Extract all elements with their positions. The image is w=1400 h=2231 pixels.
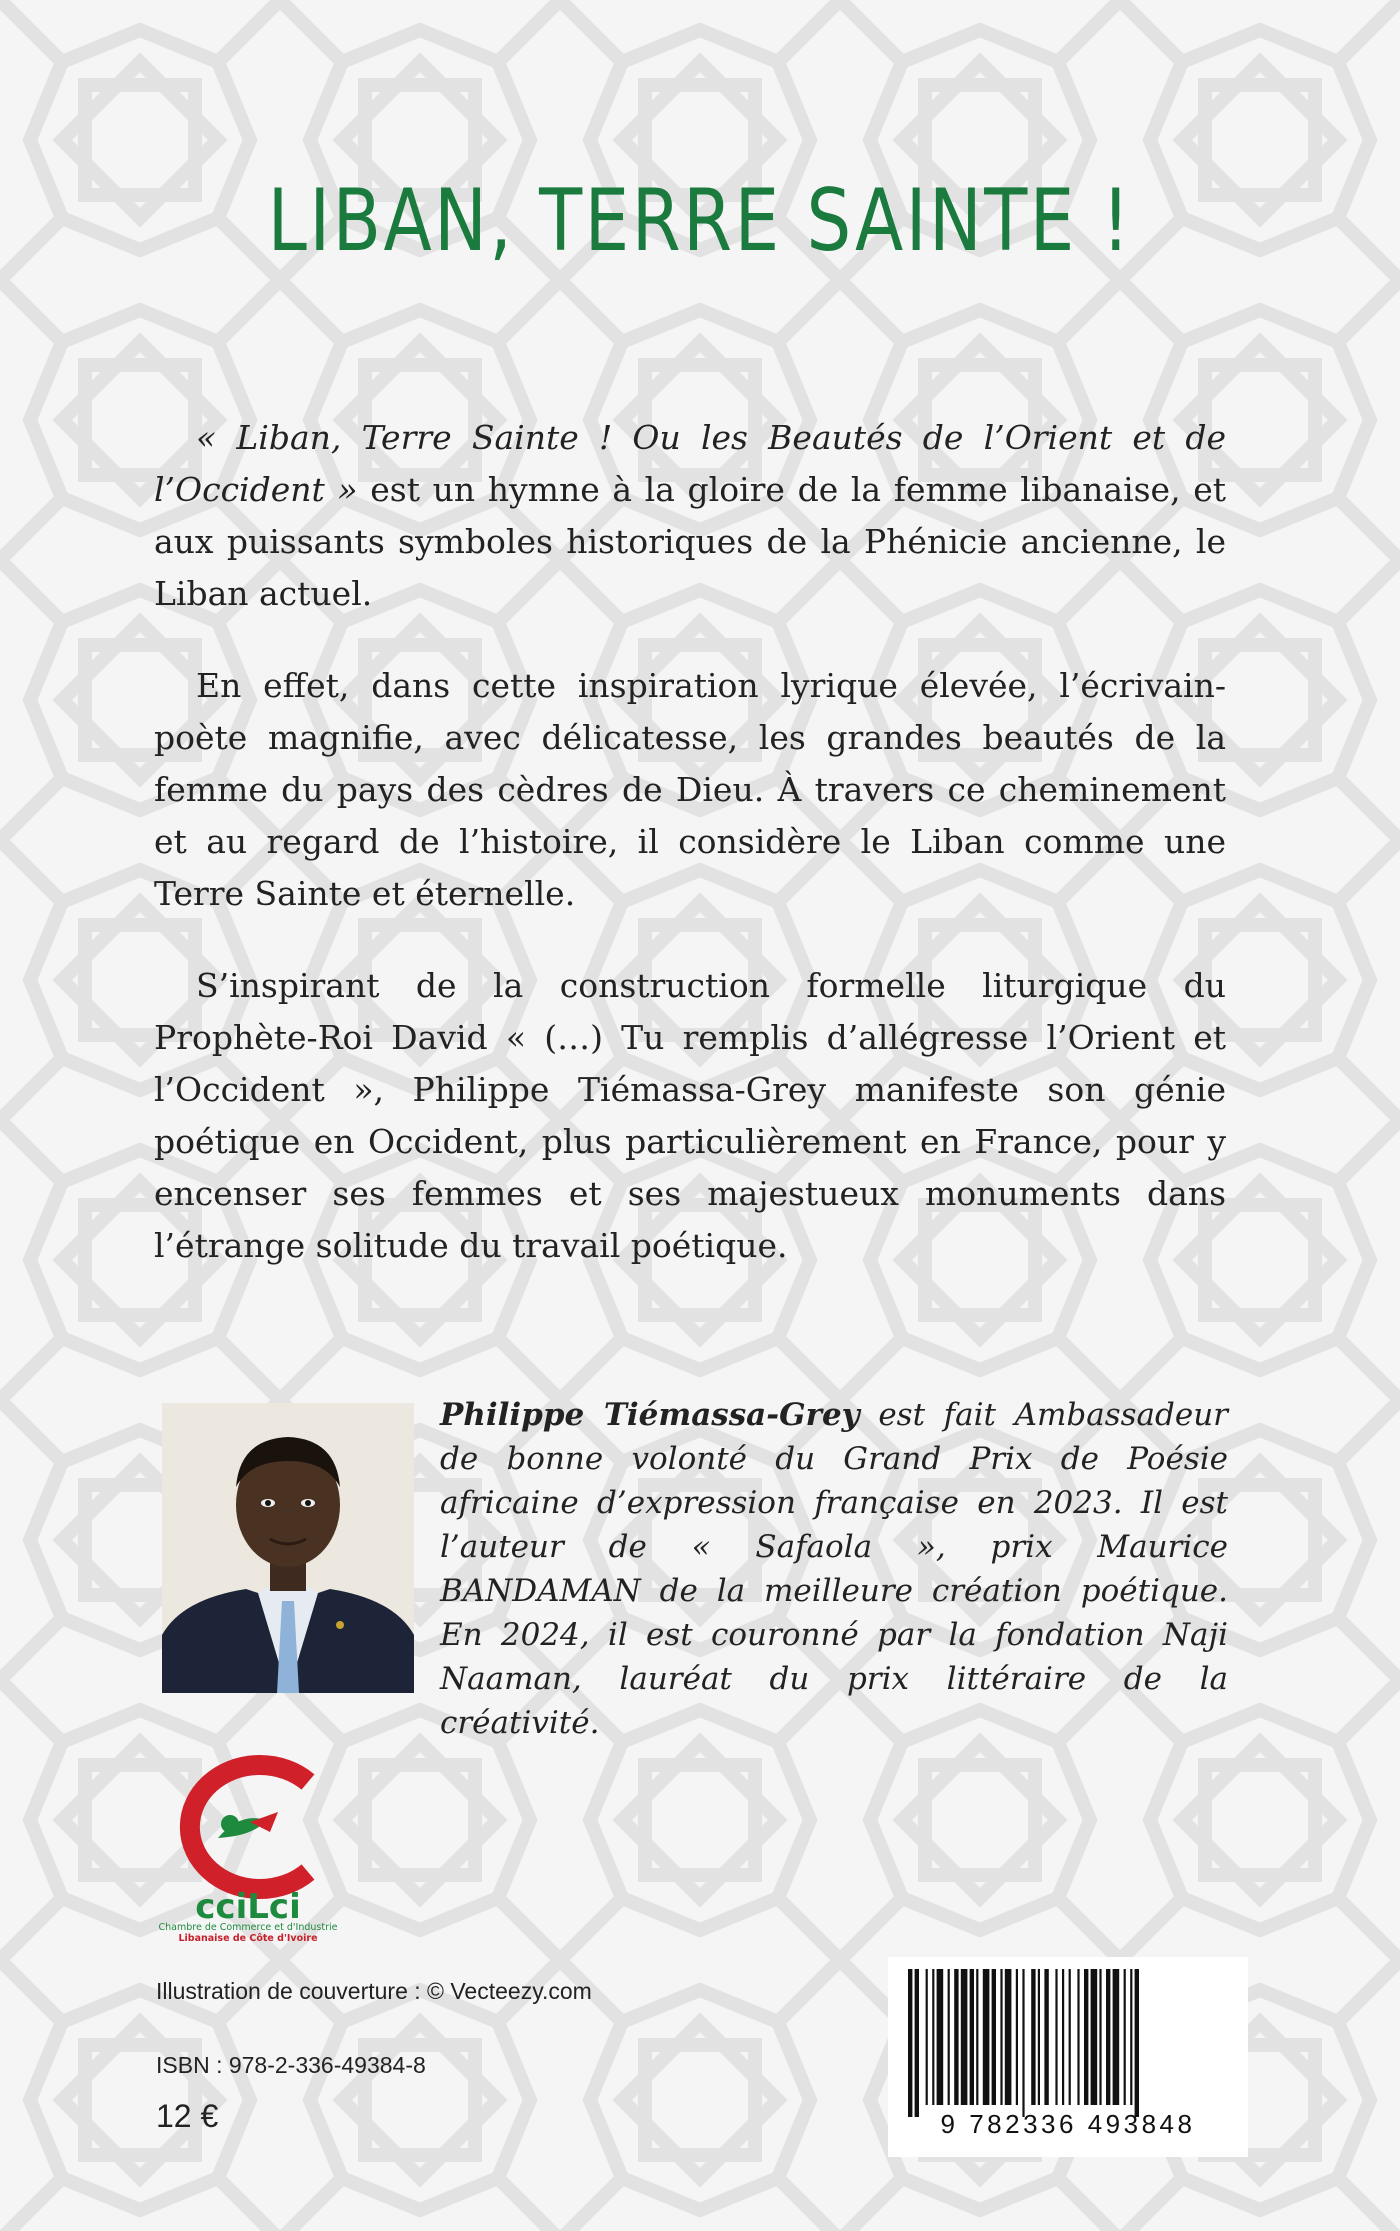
barcode-bar (1044, 1969, 1048, 2105)
barcode-bar (948, 1969, 950, 2105)
barcode-bar (1130, 1969, 1132, 2105)
description-paragraph-2: En effet, dans cette inspiration lyrique élevée, l’écrivain-poète magnifie, avec délicatesse, les grandes beautés de la femme du pays des cèdres de Dieu. À travers ce cheminement et au regard de l’histoire, il considère le Liban comme une Terre Sainte et éternelle. (154, 666, 1226, 913)
barcode-bar (1124, 1969, 1126, 2105)
barcode-bar (1031, 1969, 1035, 2105)
back-cover-description (154, 412, 1226, 1312)
barcode-bar (1062, 1969, 1064, 2105)
publisher-logo-line1: Chambre de Commerce et d'Industrie (158, 1922, 338, 1933)
barcode-bar (954, 1969, 958, 2105)
description-paragraph-1 (154, 412, 1226, 620)
barcode-bar (1077, 1969, 1079, 2105)
publisher-logo (158, 1740, 338, 1944)
barcode-bar (1022, 1969, 1024, 2117)
illustration-credit: Illustration de couverture : © Vecteezy.com (156, 1978, 592, 2004)
barcode-bar (1055, 1969, 1057, 2105)
barcode-number: 9 782336 493848 (940, 2109, 1196, 2139)
barcode-bar (926, 1969, 928, 2105)
barcode-bar (1135, 1969, 1139, 2117)
price: 12 € (156, 2098, 219, 2134)
author-bio (440, 1393, 1228, 1745)
paragraph-1-rest: est un hymne à la gloire de la femme libanaise, et aux puissants symboles historiques de la Phénicie ancienne, le Liban actuel. (154, 470, 1227, 613)
book-title: LIBAN, TERRE SAINTE ! (267, 171, 1133, 271)
barcode-bar (1016, 1969, 1018, 2105)
description-paragraph-3: S’inspirant de la construction formelle liturgique du Prophète-Roi David « (…) Tu remplis d’allégresse l’Orient et l’Occident », Philippe Tiémassa-Grey manifeste son génie poétique en Occident, plus particulièrement en France, pour y encenser ses femmes et ses majestueux monuments dans l’étrange solitude du travail poétique. (154, 966, 1226, 1265)
barcode-bar (915, 1969, 919, 2117)
barcode-bar (937, 1969, 944, 2105)
barcode-bar (992, 1969, 996, 2105)
barcode-bar (932, 1969, 934, 2105)
barcode-bar (1113, 1969, 1120, 2105)
author-name: Philippe Tiémassa-Grey (440, 1397, 860, 1433)
barcode-bar (1038, 1969, 1040, 2105)
barcode-bar (970, 1969, 974, 2105)
barcode-bar (983, 1969, 990, 2105)
author-bio-text: est fait Ambassadeur de bonne volonté du Grand Prix de Poésie africaine d’expression française en 2023. Il est l’auteur de « Safaola », prix Maurice BANDAMAN de la meilleure création poétique. En 2024, il est couronné par la fondation Naji Naaman, lauréat du prix littéraire de la créativité. (440, 1397, 1229, 1741)
barcode-bar (1106, 1969, 1110, 2105)
barcode (888, 1957, 1248, 2157)
publisher-logo-wordmark: cciLci (195, 1887, 301, 1920)
paragraph-1-italic: « Liban, Terre Sainte ! Ou les Beautés de l’Orient et de l’Occident » (154, 418, 1226, 509)
barcode-bar (908, 1969, 912, 2117)
barcode-bar (1069, 1969, 1071, 2105)
barcode-bar (976, 1969, 978, 2105)
barcode-bar (1084, 1969, 1088, 2105)
barcode-bar (1005, 1969, 1012, 2105)
author-photo (162, 1403, 414, 1693)
publisher-logo-line2: Libanaise de Côte d'Ivoire (178, 1933, 318, 1944)
barcode-bar (1091, 1969, 1098, 2105)
barcode-bar (1000, 1969, 1002, 2105)
barcode-bar (961, 1969, 968, 2105)
barcode-bar (1099, 1969, 1101, 2105)
isbn: ISBN : 978-2-336-49384-8 (156, 2052, 426, 2078)
